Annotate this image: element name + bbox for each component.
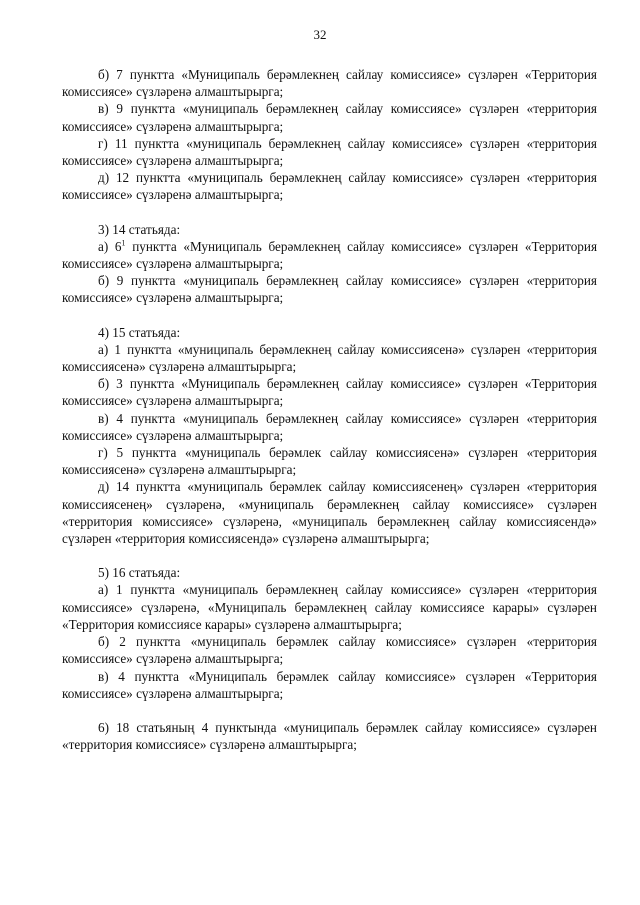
clause-3b: б) 9 пунктта «муниципаль берәмлекнең сайлау комиссиясе» сүзләрен «территория комиссиясе» сүзләренә алмаштырырга;	[62, 273, 597, 306]
section-5-heading: 5) 16 статьяда:	[98, 565, 181, 581]
clause-3a-superscript: 1	[121, 238, 126, 248]
clause-3a-prefix: а) 6	[98, 238, 122, 254]
clause-2d: д) 12 пунктта «муниципаль берәмлекнең сайлау комиссиясе» сүзләрен «территория комиссиясе» сүзләренә алмаштырырга;	[62, 170, 597, 203]
clause-5v: в) 4 пунктта «Муниципаль берәмлек сайлау комиссиясе» сүзләрен «Территория комиссиясе» сүзләренә алмаштырырга;	[62, 668, 597, 701]
clause-5b: б) 2 пунктта «муниципаль берәмлек сайлау комиссиясе» сүзләрен «территория комиссиясе» сүзләренә алмаштырырга;	[62, 634, 597, 667]
clause-3a-text: пунктта «Муниципаль берәмлекнең сайлау комиссиясе» сүзләрен «Территория комиссиясе» сүзләренә алмаштырырга;	[62, 238, 598, 272]
section-6: 6) 18 статьяның 4 пунктында «муниципаль берәмлек сайлау комиссиясе» сүзләрен «территория комиссиясе» сүзләренә алмаштырырга;	[62, 719, 597, 753]
clause-4d: д) 14 пунктта «муниципаль берәмлек сайлау комиссиясенең» сүзләрен «территория комиссиясенең» сүзләренә, «муниципаль берәмлекнең сайлау комиссиясе» сүзләрен «территория комиссиясе» сүзләренә, «муниципаль берәмлекнең сайлау комиссиясендә» сүзләрен «территория комиссиясендә» сүзләренә алмаштырырга;	[62, 479, 597, 547]
clause-4b: б) 3 пунктта «Муниципаль берәмлекнең сайлау комиссиясе» сүзләрен «Территория комиссиясе» сүзләренә алмаштырырга;	[62, 376, 597, 409]
section-4-heading: 4) 15 статьяда:	[98, 324, 181, 340]
clause-4v: в) 4 пунктта «муниципаль берәмлекнең сайлау комиссиясе» сүзләрен «территория комиссиясе» сүзләренә алмаштырырга;	[62, 410, 597, 443]
clause-4a: а) 1 пунктта «муниципаль берәмлекнең сайлау комиссиясенә» сүзләрен «территория комиссиясенә» сүзләренә алмаштырырга;	[62, 341, 597, 375]
page-number: 32	[313, 27, 327, 42]
clause-3a	[62, 238, 597, 272]
document-body	[62, 66, 597, 753]
clause-2g: г) 11 пунктта «муниципаль берәмлекнең сайлау комиссиясе» сүзләрен «территория комиссиясе» сүзләренә алмаштырырга;	[62, 135, 597, 169]
clause-2v: в) 9 пунктта «муниципаль берәмлекнең сайлау комиссиясе» сүзләрен «территория комиссиясе» сүзләренә алмаштырырга;	[62, 101, 597, 134]
clause-2b: б) 7 пунктта «Муниципаль берәмлекнең сайлау комиссиясе» сүзләрен «Территория комиссиясе» сүзләренә алмаштырырга;	[62, 67, 597, 100]
clause-4g: г) 5 пунктта «муниципаль берәмлек сайлау комиссиясенә» сүзләрен «территория комиссиясенә» сүзләренә алмаштырырга;	[62, 445, 597, 478]
section-3-heading: 3) 14 статьяда:	[98, 221, 181, 237]
clause-5a: а) 1 пунктта «муниципаль берәмлекнең сайлау комиссиясе» сүзләрен «территория комиссиясе» сүзләренә, «Муниципаль берәмлекнең сайлау комиссиясе карары» сүзләрен «Территория комиссиясе карары» сүзләренә алмаштырырга;	[62, 582, 597, 632]
